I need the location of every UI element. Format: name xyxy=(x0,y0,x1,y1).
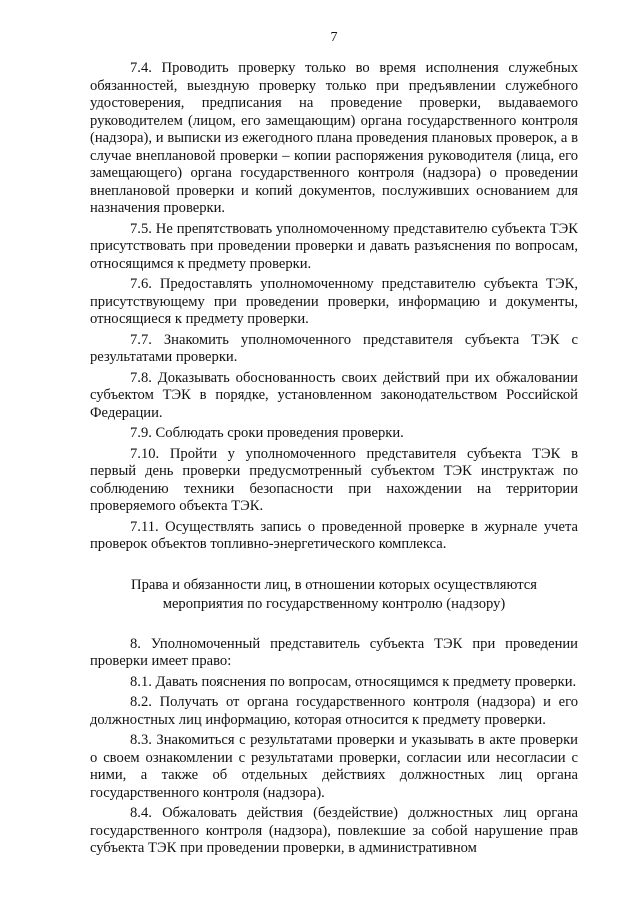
paragraph-8-1: 8.1. Давать пояснения по вопросам, относящимся к предмету проверки. xyxy=(130,673,577,690)
paragraph-7-10: 7.10. Пройти у уполномоченного представителя субъекта ТЭК в первый день проверки предусмотренный субъектом ТЭК инструктаж по соблюдению техники безопасности при нахождении на территории проверяемого объекта ТЭК. xyxy=(90,445,578,514)
section-heading xyxy=(90,576,578,614)
paragraph-8: 8. Уполномоченный представитель субъекта ТЭК при проведении проверки имеет право: xyxy=(90,635,578,669)
paragraph-7-5: 7.5. Не препятствовать уполномоченному представителю субъекта ТЭК присутствовать при проведении проверки и давать разъяснения по вопросам, относящимся к предмету проверки. xyxy=(90,220,578,272)
paragraph-8-2: 8.2. Получать от органа государственного контроля (надзора) и его должностных лиц информацию, которая относится к предмету проверки. xyxy=(90,694,578,728)
paragraph-7-6: 7.6. Предоставлять уполномоченному представителю субъекта ТЭК, присутствующему при проведении проверки, информацию и документы, относящиеся к предмету проверки. xyxy=(90,276,578,327)
paragraph-7-11: 7.11. Осуществлять запись о проведенной проверке в журнале учета проверок объектов топливно-энергетического комплекса. xyxy=(90,518,578,552)
paragraph-7-9: 7.9. Соблюдать сроки проведения проверки. xyxy=(130,425,404,441)
paragraph-8-3: 8.3. Знакомиться с результатами проверки и указывать в акте проверки о своем ознакомлении с результатами проверки, согласии или несогласии с ними, а также об отдельных действиях должностных лиц органа государственного контроля (надзора). xyxy=(90,732,578,801)
section-heading-line-2: мероприятия по государственному контролю (надзору) xyxy=(162,595,506,612)
paragraph-7-4: 7.4. Проводить проверку только во время исполнения служебных обязанностей, выездную проверку только при предъявлении служебного удостоверения, предписания на проведение проверки, выдаваемого руководителем (лицом, его замещающим) органа государственного контроля (надзора), и выписки из ежегодного плана проведения плановых проверок, а в случае внеплановой проверки – копии распоряжения руководителя (лица, его замещающего) органа государственного контроля (надзора) о проведении внеплановой проверки и копий документов, послуживших основанием для назначения проверки. xyxy=(90,60,578,216)
paragraph-7-8: 7.8. Доказывать обоснованность своих действий при их обжаловании субъектом ТЭК в порядке, установленном законодательством Российской Федерации. xyxy=(90,369,578,421)
paragraph-8-4: 8.4. Обжаловать действия (бездействие) должностных лиц органа государственного контроля (надзора), повлекшие за собой нарушение прав субъекта ТЭК при проведении проверки, в административном xyxy=(90,805,578,856)
section-heading-line-1: Права и обязанности лиц, в отношении которых осуществляются xyxy=(131,576,537,593)
page-number: 7 xyxy=(330,30,338,45)
paragraph-7-7: 7.7. Знакомить уполномоченного представителя субъекта ТЭК с результатами проверки. xyxy=(90,331,578,365)
